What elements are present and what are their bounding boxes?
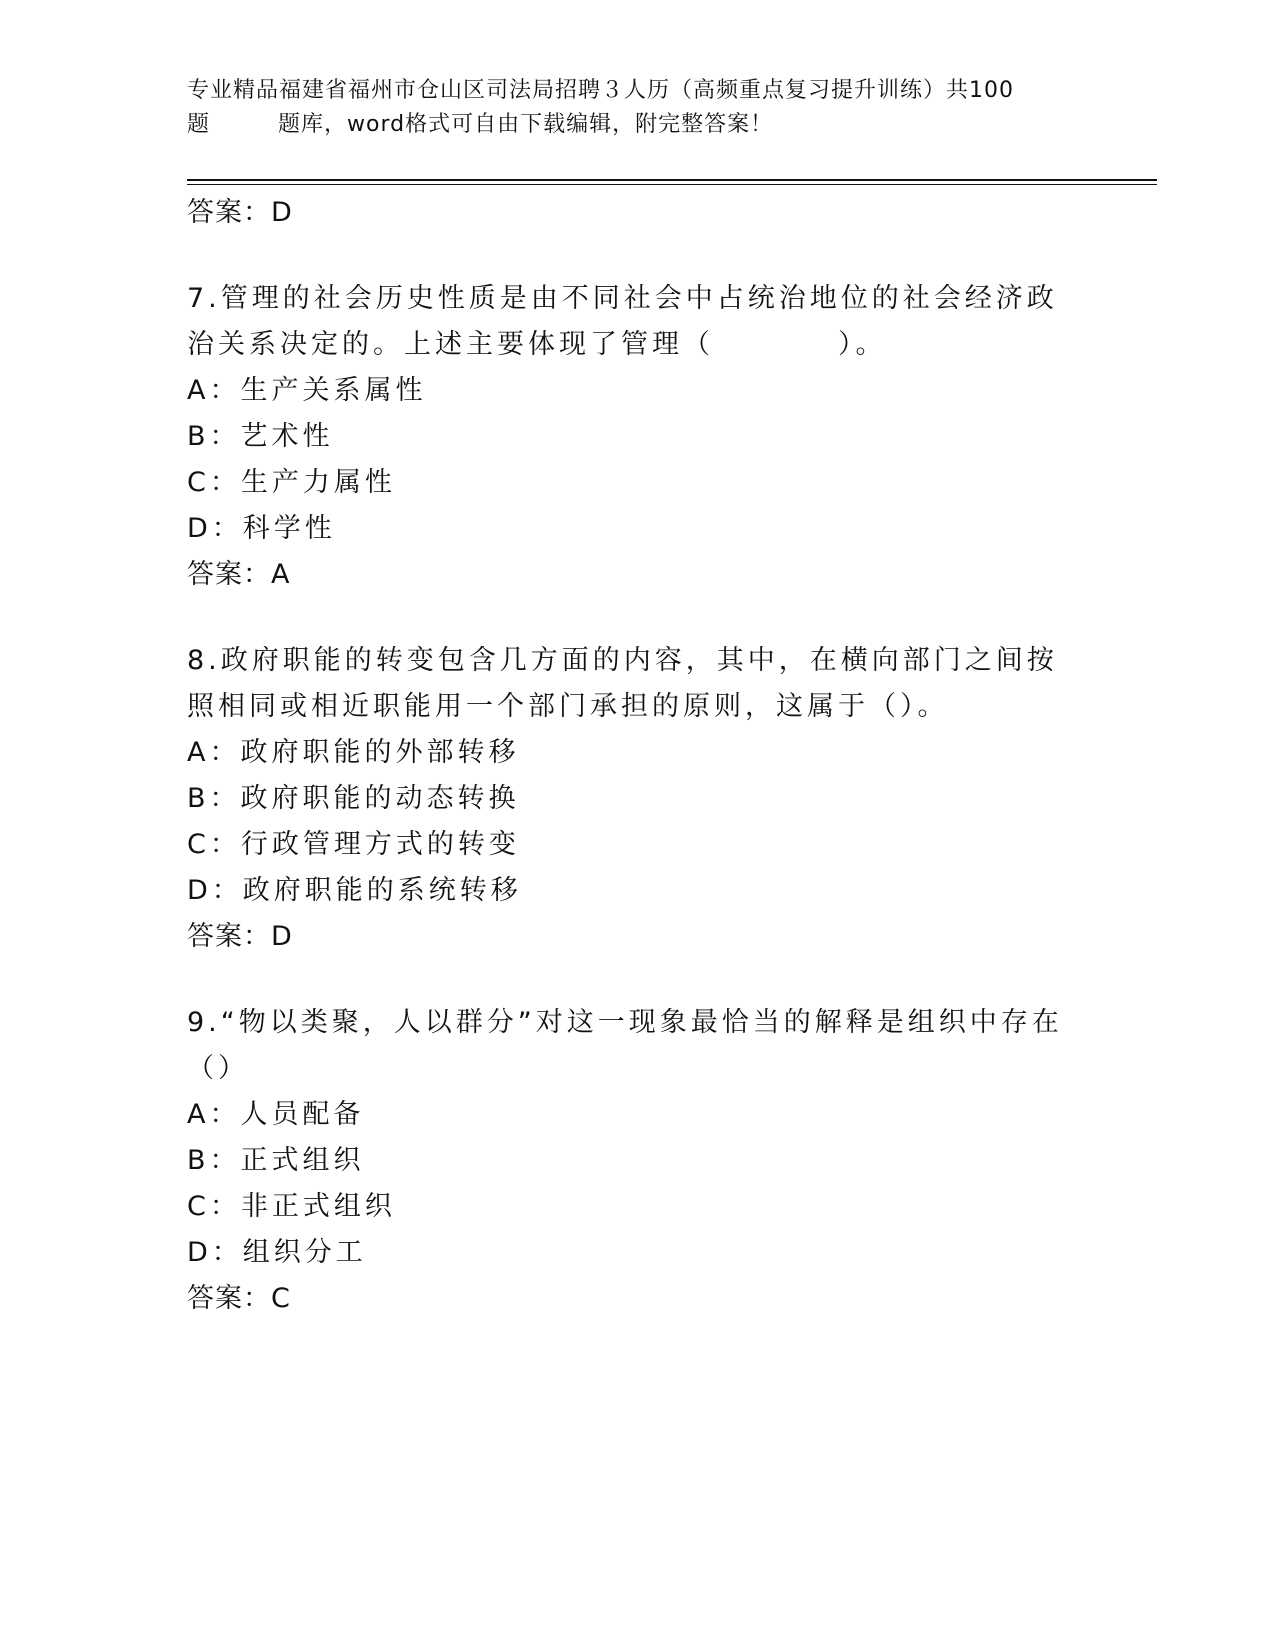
q9-option-d: D：组织分工 [187, 1237, 367, 1268]
q7-option-b: B：艺术性 [187, 421, 334, 452]
q8-option-d: D：政府职能的系统转移 [187, 875, 522, 906]
q7-option-d: D：科学性 [187, 513, 336, 544]
header-line-2-prefix: 题 [187, 112, 211, 137]
header-line-1: 专业精品福建省福州市仓山区司法局招聘３人历（高频重点复习提升训练）共100 [187, 78, 1014, 103]
answer-q6: 答案：D [187, 197, 293, 228]
q8-option-b: B：政府职能的动态转换 [187, 783, 520, 814]
q9-option-a: A：人员配备 [187, 1099, 365, 1130]
question-9: 9.“物以类聚，人以群分”对这一现象最恰当的解释是组织中存在（） [187, 1007, 1063, 1084]
answer-q8: 答案：D [187, 921, 293, 952]
q8-option-c: C：行政管理方式的转变 [187, 829, 520, 860]
q7-option-a: A：生产关系属性 [187, 375, 427, 406]
question-7: 7.管理的社会历史性质是由不同社会中占统治地位的社会经济政治关系决定的。上述主要体现了管理（ ）。 [187, 283, 1058, 360]
question-8: 8.政府职能的转变包含几方面的内容，其中，在横向部门之间按照相同或相近职能用一个部门承担的原则，这属于（）。 [187, 645, 1058, 722]
q7-option-c: C：生产力属性 [187, 467, 396, 498]
answer-q7: 答案：A [187, 559, 291, 590]
document-header [187, 74, 1107, 142]
document-body [187, 190, 1087, 1322]
answer-q9: 答案：C [187, 1283, 291, 1314]
q9-option-c: C：非正式组织 [187, 1191, 396, 1222]
header-divider-thin [187, 184, 1157, 185]
q9-option-b: B：正式组织 [187, 1145, 365, 1176]
q8-option-a: A：政府职能的外部转移 [187, 737, 520, 768]
header-line-2-rest: 题库，word格式可自由下载编辑，附完整答案！ [278, 112, 774, 137]
header-line-2 [187, 108, 1107, 142]
header-divider-thick [187, 179, 1157, 181]
